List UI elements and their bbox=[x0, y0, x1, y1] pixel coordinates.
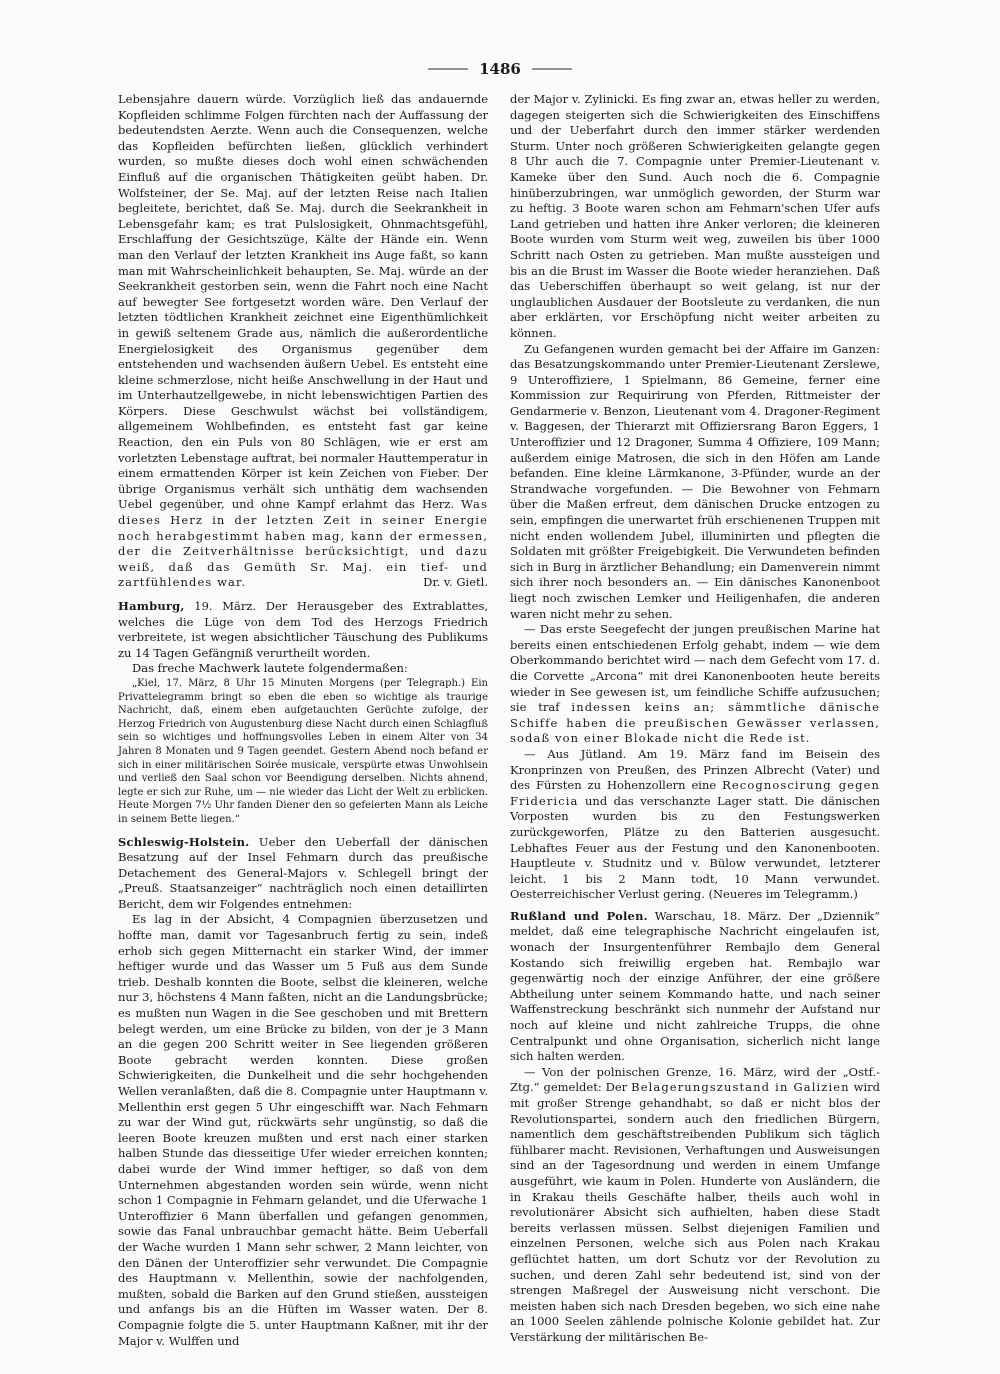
spaced-passage: Was dieses Herz in der letzten Zeit in seiner Energie noch herabgestimmt haben mag, kann der ermessen, der die Zeitverhältnisse berücksichtigt, und dazu weiß, daß das Gemüth Sr. Maj. ein tief- und zartfühlendes war. bbox=[118, 497, 488, 590]
hamburg-intro: Das freche Machwerk lautete folgendermaßen: bbox=[132, 661, 408, 676]
article-hamburg: Hamburg, 19. März. Der Herausgeber des Extrablattes, welches die Lüge von dem Tod des Herzogs Friedrich verbreitete, ist wegen absichtlicher Täuschung des Publikums zu 14 Tagen Gefängniß verurtheilt worden. bbox=[118, 599, 489, 660]
left-column bbox=[118, 92, 488, 1349]
article-schleswig-holstein: Schleswig-Holstein. Ueber den Ueberfall der dänischen Besatzung auf der Insel Fehmarn durch das preußische Detachement des General-Majors v. Schlegell bringt der „Preuß. Staatsanzeiger“ nachträglich noch einen detaillirten Bericht, dem wir Folgendes entnehmen: bbox=[118, 834, 488, 911]
fehmarn-report-continued: der Major v. Zylinicki. Es fing zwar an, etwas heller zu werden, dagegen steigerten sich die Schwierigkeiten des Einschiffens und der Ueberfahrt durch den immer stärker werdenden Sturm. Unter noch größeren Schwierigkeiten gelangte gegen 8 Uhr auch die 7. Compagnie unter Premier-Lieutenant v. Kameke über den Sund. Auch noch die 6. Compagnie hinüberzubringen, war unmöglich geworden, der Sturm war zu heftig. 3 Boote waren schon am Fehmarn'schen Ufer aufs Land getrieben und hatten ihre Anker verloren; die kleineren Boote wurden vom Sturm weit weg, zuweilen bis über 1000 Schritt nach Osten zu getrieben. Man mußte aussteigen und bis an die Brust im Wasser die Boote wieder heranziehen. Daß das Ueberschiffen überhaupt so weit gelang, ist nur der unglaublichen Ausdauer der Bootsleute zu verdanken, die nun aber erklärten, vor Erschöpfung nicht weiter arbeiten zu können. bbox=[510, 92, 880, 340]
quoted-telegram: „Kiel, 17. März, 8 Uhr 15 Minuten Morgens (per Telegraph.) Ein Privattelegramm bringt so eben die eben so wichtige als traurige Nachricht, daß, einem eben aufgetauchten Gerüchte zufolge, der Herzog Friedrich von Augustenburg diese Nacht durch einen Schlagfluß sein so wichtiges und hoffnungsvolles Leben in einem Alter von 34 Jahren 8 Monaten und 9 Tagen geendet. Gestern Abend noch befand er sich in einer militärischen Soirée musicale, verspürte etwas Unwohlsein und verließ den Saal schon vor Beendigung derselben. Nichts ahnend, legte er sich zur Ruhe, um — nie wieder das Licht der Welt zu erblicken. Heute Morgen 7½ Uhr fanden Diener den so gefeierten Mann als Leiche in seinem Bette liegen.“ bbox=[118, 677, 488, 825]
page-number: 1486 bbox=[479, 60, 521, 78]
prisoners-paragraph: Zu Gefangenen wurden gemacht bei der Affaire im Ganzen: das Besatzungskommando unter Premier-Lieutenant Zerslewe, 9 Unteroffiziere, 1 Spielmann, 86 Gemeine, ferner eine Kommission zur Requirirung von Pferden, Rittmeister der Gendarmerie v. Benzon, Lieutenant vom 4. Dragoner-Regiment v. Baggesen, der Thierarzt mit Offiziersrang Baron Eggers, 1 Unteroffizier und 12 Dragoner, Summa 4 Offiziere, 109 Mann; außerdem einige Matrosen, die sich in den Höfen am Lande befanden. Eine kleine Lärmkanone, 3-Pfünder, wurde an der Strandwache vorgefunden. — Die Bewohner von Fehmarn über die Maßen erfreut, dem dänischen Drucke entzogen zu sein, empfingen die unerwartet früh erschienenen Truppen mit nicht enden wollendem Jubel, illuminirten und pflegten die Soldaten mit größter Freigebigkeit. Die Verwundeten befinden sich in Burg in ärztlicher Behandlung; ein Damenverein nimmt sich ihrer noch besonders an. — Ein dänisches Kanonenboot liegt noch zwischen Lemker und Heiligenhafen, die anderen waren nicht mehr zu sehen. bbox=[510, 341, 880, 621]
polish-border-report: — Von der polnischen Grenze, 16. März, wird der „Ostf.-Ztg.“ gemeldet: Der Belagerungszustand in Galizien wird mit großer Strenge gehandhabt, so daß er nicht blos der Revolutionspartei, sondern auch den friedlichen Bürgern, namentlich dem geschäftstreibenden Publikum sich täglich fühlbarer macht. Revisionen, Verhaftungen und Ausweisungen sind an der Tagesordnung und werden in einem Umfange ausgeführt, wie kaum in Polen. Hunderte von Ausländern, die in Krakau theils Geschäfte halber, theils auch wohl in revolutionärer Absicht sich aufhielten, haben diese Stadt bereits verlassen müssen. Selbst diejenigen Familien und einzelnen Personen, welche sich aus Polen nach Krakau geflüchtet hatten, um dort Schutz vor der Revolution zu suchen, und deren Zahl sehr bedeutend ist, sind von der strengen Maßregel der Ausweisung nicht verschont. Die meisten haben sich nach Dresden begeben, wo sich eine nahe an 1000 Seelen zählende polnische Kolonie gebildet hat. Zur Verstärkung der militärischen Be- bbox=[510, 1064, 881, 1344]
dateline-russia-poland: Rußland und Polen. bbox=[510, 908, 648, 923]
article-king-illness: Lebensjahre dauern würde. Vorzüglich ließ das andauernde Kopfleiden schlimme Folgen fürchten nach der Auffassung der bedeutendsten Aerzte. Wenn auch die Consequenzen, welche das Kopfleiden befürchten ließen, glücklich verhindert wurden, so mußte dieses doch wohl einen schwächenden Einfluß auf die organischen Thätigkeiten geübt haben. Dr. Wolfsteiner, der Se. Maj. auf der letzten Reise nach Italien begleitete, berichtet, daß Se. Maj. durch die Seekrankheit in Lebensgefahr kam; es trat Pulslosigkeit, Ohnmachtsgefühl, Erschlaffung der Gesichtszüge, Kälte der Hände ein. Wenn man den Verlauf der letzten Krankheit ins Auge faßt, so kann man mit Wahrscheinlichkeit behaupten, Se. Maj. würde an der Seekrankheit gestorben sein, wenn die Fahrt noch eine Nacht auf bewegter See fortgesetzt worden wäre. Den Verlauf der letzten tödtlichen Krankheit zeichnet eine Eigenthümlichkeit in gewiß seltenem Grade aus, nämlich die außerordentliche Energielosigkeit des Organismus gegenüber dem entstehenden und wachsenden äußern Uebel. Es entsteht eine kleine schmerzlose, nicht heiße Anschwellung in der Haut und im Unterhautzellgewebe, in nicht lebenswichtigen Partien des Körpers. Diese Geschwulst wächst bei vollständigem, allgemeinem Wohlbefinden, es entsteht fast gar keine Reaction, den ein Puls von 80 Schlägen, wie er erst am vorletzten Lebenstage auftrat, bei normaler Hauttemperatur in einem ermattenden Körper ist kein Zeichen von Fieber. Der übrige Organismus verhält sich unthätig dem wachsenden Uebel gegenüber, und ohne Kampf erlahmt das Herz. Was dieses Herz in der letzten Zeit in seiner Energie noch herabgestimmt haben mag, kann der ermessen, der die Zeitverhältnisse berücksichtigt, und dazu weiß, daß das Gemüth Sr. Maj. ein tief- und zartfühlendes war. Dr. v. Gietl. bbox=[118, 92, 488, 590]
header-rule-left bbox=[428, 68, 468, 70]
naval-engagement: — Das erste Seegefecht der jungen preußischen Marine hat bereits einen entschiedenen Erfolg gehabt, indem — wie dem Oberkommando berichtet wird — nach dem Gefecht vom 17. d. die Corvette „Arcona“ mit drei Kanonenbooten heute bereits wieder in See gewesen ist, um feindliche Schiffe aufzusuchen; sie traf indessen keins an; sämmtliche dänische Schiffe haben die preußischen Gewässer verlassen, sodaß von einer Blokade nicht die Rede ist. bbox=[510, 622, 881, 746]
right-column bbox=[510, 92, 880, 1346]
header-rule-right bbox=[532, 68, 572, 70]
dateline-hamburg: Hamburg, bbox=[118, 599, 185, 613]
fehmarn-report: Es lag in der Absicht, 4 Compagnien überzusetzen und hoffte man, damit vor Tagesanbruch fertig zu sein, indeß erhob sich gegen Mitternacht ein starker Wind, der immer heftiger wurde und das Wasser um 5 Fuß aus dem Sunde trieb. Deshalb konnten die Boote, selbst die kleineren, welche nur 3, höchstens 4 Mann faßten, nicht an die Landungsbrücke; es mußten nun Wagen in die See geschoben und mit Brettern belegt werden, um eine Brücke zu bilden, von der je 3 Mann an die gegen 200 Schritt weiter in See liegenden größeren Boote gebracht werden konnten. Diese großen Schwierigkeiten, die Dunkelheit und die sehr hochgehenden Wellen veranlaßten, daß die 8. Compagnie unter Hauptmann v. Mellenthin erst gegen 5 Uhr eingeschifft war. Nach Fehmarn zu war der Wind gut, rückwärts sehr ungünstig, so daß die leeren Boote kreuzen mußten und erst nach einer starken halben Stunde das diesseitige Ufer wieder erreichen konnten; dabei wurde der Wind immer heftiger, so daß von dem Unternehmen abgestanden worden sein würde, wenn nicht schon 1 Compagnie in Fehmarn gelandet, und die Uferwache 1 Unteroffizier 6 Mann überfallen und gefangen genommen, sowie das Fanal unbrauchbar gemacht hätte. Beim Ueberfall der Wache wurden 1 Mann sehr schwer, 2 Mann leichter, von den Dänen der Unteroffizier sehr verwundet. Die Compagnie des Hauptmann v. Mellenthin, sowie der nachfolgenden, mußten, sobald die Barken auf den Grund stießen, aussteigen und anfangs bis an die Hüften im Wasser waten. Der 8. Compagnie folgte die 5. unter Hauptmann Kaßner, mit ihr der Major v. Wulffen und bbox=[118, 912, 488, 1348]
dateline-schleswig-holstein: Schleswig-Holstein. bbox=[118, 834, 250, 849]
article-russia-poland: Rußland und Polen. Warschau, 18. März. Der „Dziennik“ meldet, daß eine telegraphische Nachricht eingelaufen ist, wonach der Insurgentenführer Rembajlo dem General Kostando sich freiwillig ergeben hat. Rembajlo war gegenwärtig noch der einzige Anführer, der eine größere Abtheilung unter seinem Kommando hatte, und nach seiner Waffenstreckung beschränkt sich nunmehr der Aufstand nur noch auf kleine und nicht zahlreiche Trupps, die ohne Centralpunkt und ohne Organisation, sicherlich nicht lange sich halten werden. bbox=[510, 908, 880, 1064]
juetland-report: — Aus Jütland. Am 19. März fand im Beisein des Kronprinzen von Preußen, des Prinzen Albrecht (Vater) und des Fürsten zu Hohenzollern eine Recognoscirung gegen Fridericia und das verschanzte Lager statt. Die dänischen Vorposten wurden bis zu den Festungswerken zurückgeworfen, Plätze zu den Batterien ausgesucht. Lebhaftes Feuer aus der Festung und den Kanonenbooten. Hauptleute v. Studnitz und v. Bülow verwundet, letzterer leicht. 1 bis 2 Mann todt, 10 Mann verwundet. Oesterreichischer Verlust gering. (Neueres im Telegramm.) bbox=[510, 746, 881, 902]
signature: Dr. v. Gietl. bbox=[423, 575, 488, 590]
page-header bbox=[0, 52, 1000, 82]
